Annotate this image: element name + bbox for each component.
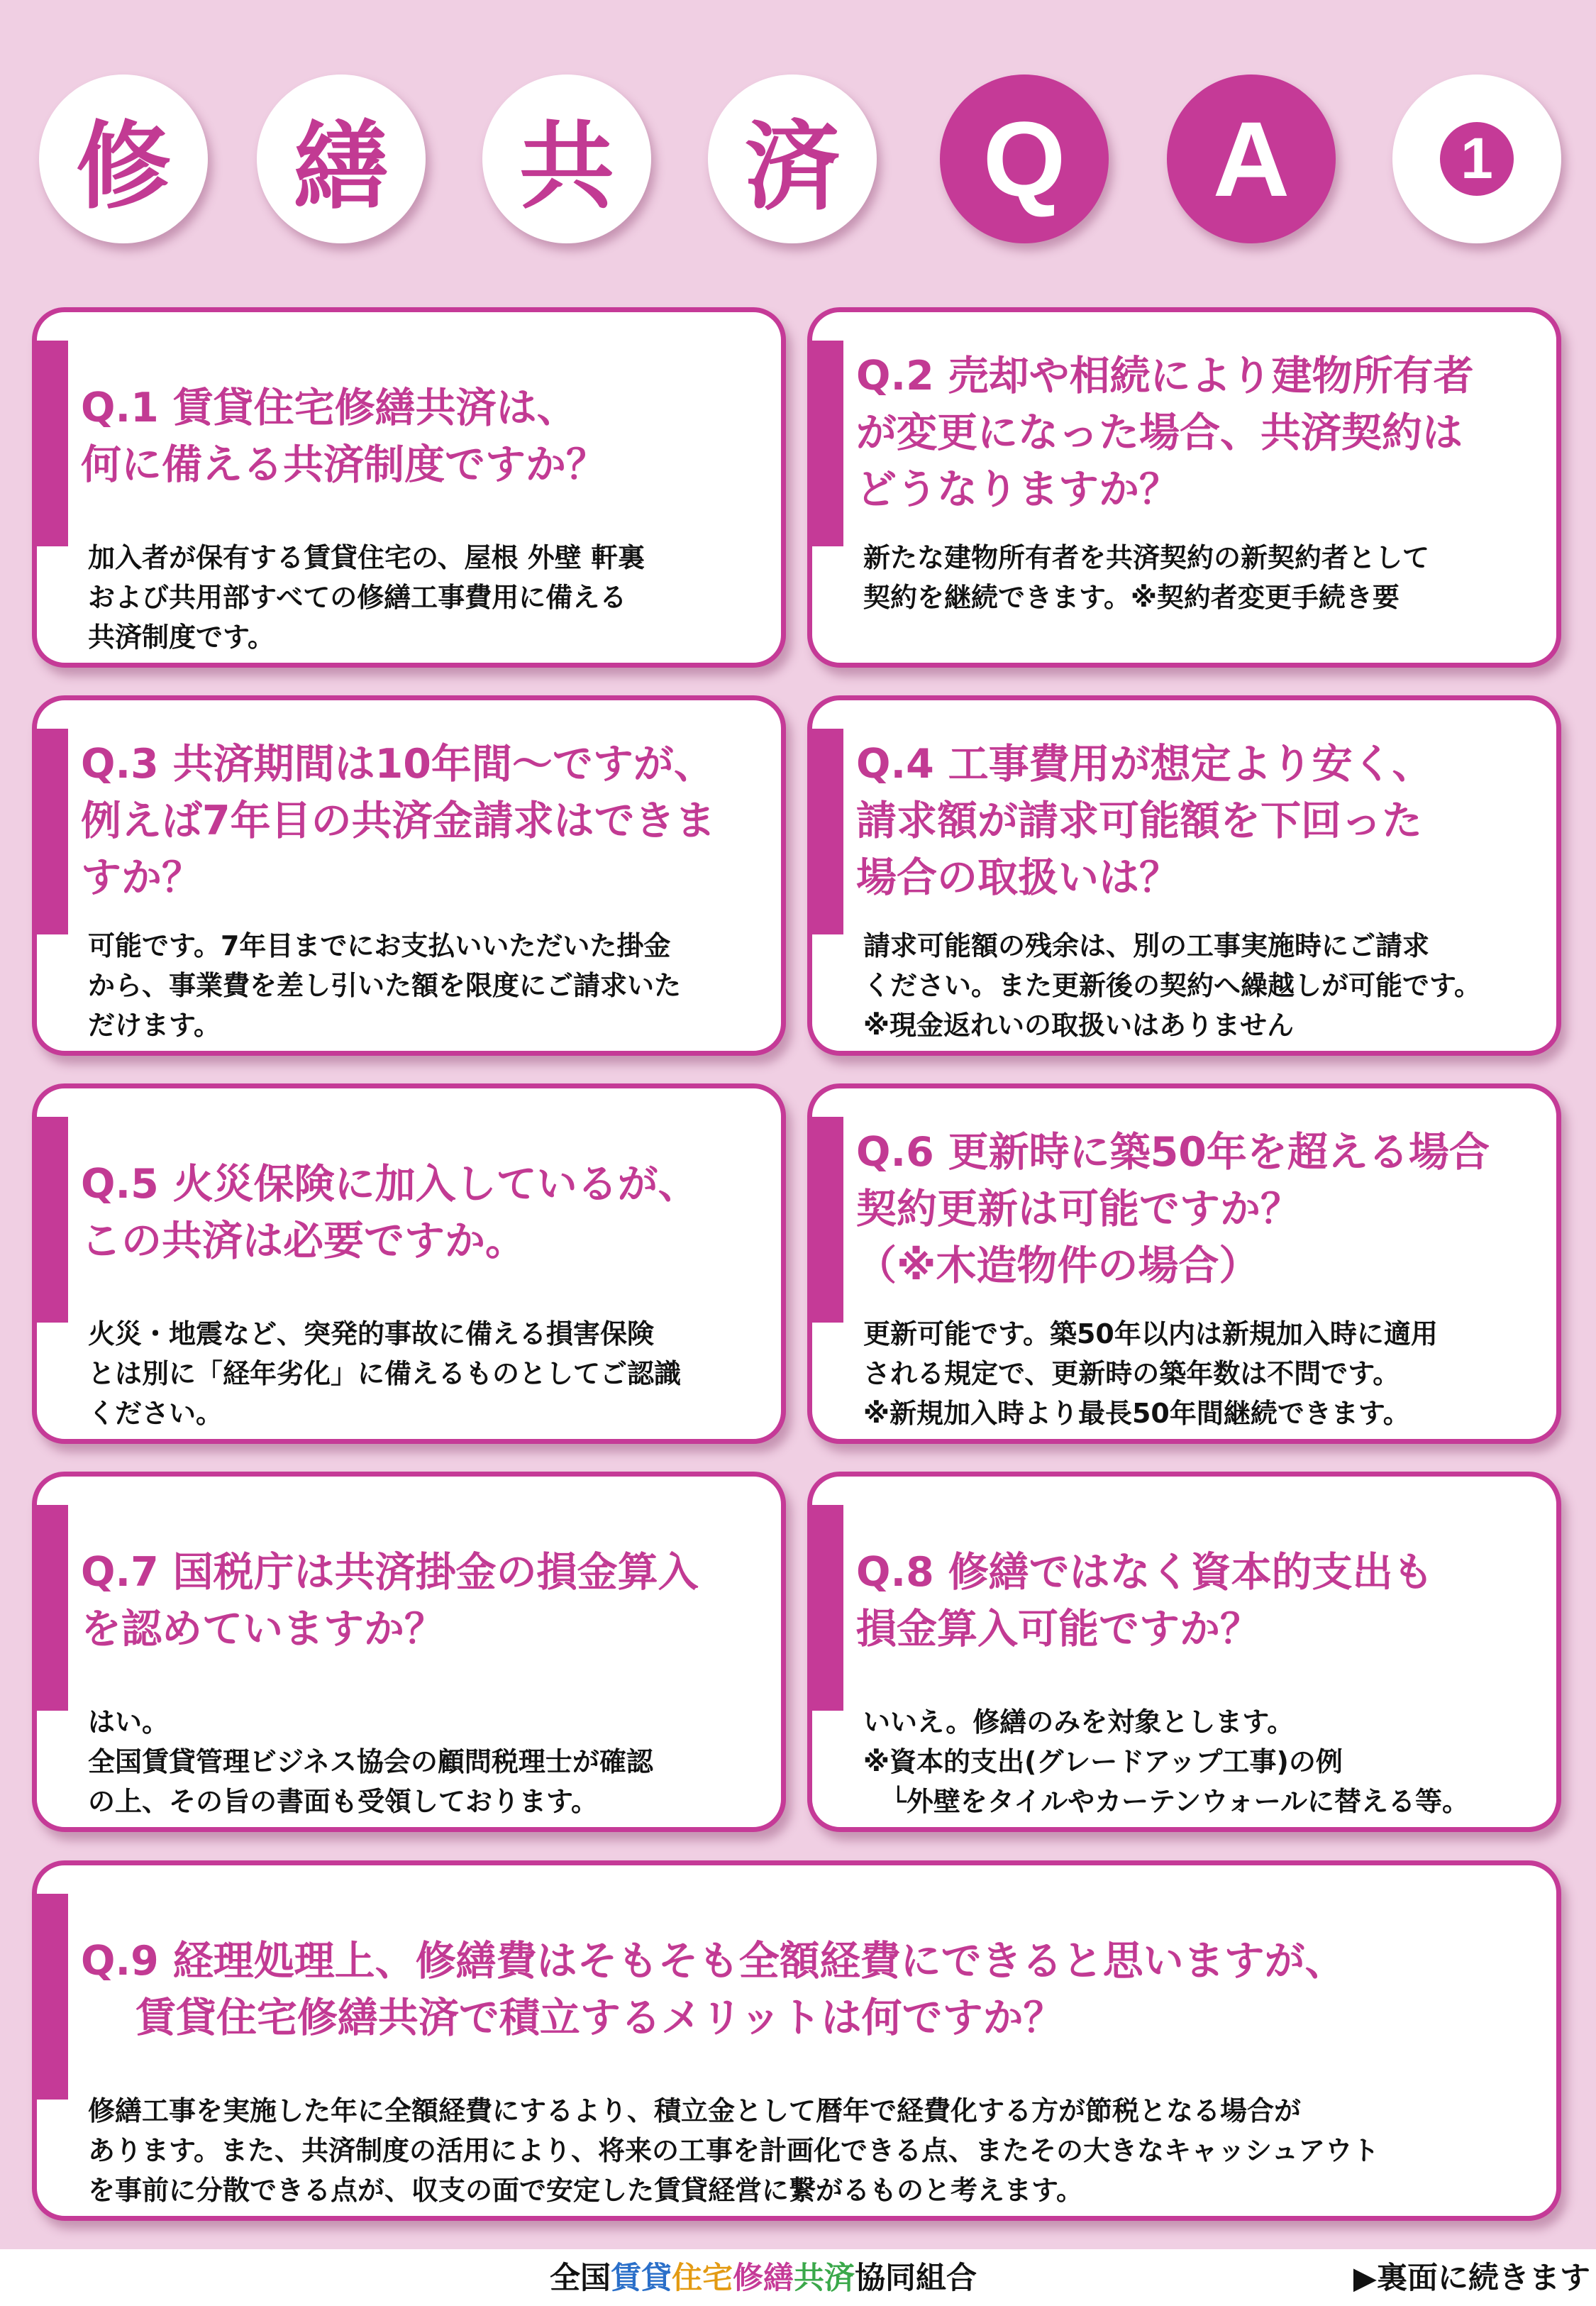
qa-card-2: [807, 307, 1561, 668]
accent-bar: [37, 341, 68, 546]
accent-bar: [37, 1505, 68, 1711]
title-char-shu: 修: [39, 75, 208, 243]
question-9: Q.9 経理処理上、修繕費はそもそも全額経費にできると思いますが、 賃貸住宅修繕共済で積立するメリットは何ですか？: [81, 1938, 1346, 2041]
accent-bar: [812, 729, 843, 934]
accent-bar: [812, 341, 843, 546]
accent-bar: [37, 729, 68, 934]
qa-card-1: [32, 307, 786, 668]
question-8: Q.8 修繕ではなく資本的支出も 損金算入可能ですか？: [856, 1549, 1434, 1653]
answer-5: 火災・地震など、突発的事故に備える損害保険 とは別に「経年劣化」に備えるものとしてご認識 ください。: [88, 1318, 682, 1429]
title-row: [0, 0, 1596, 298]
answer-3: 可能です。7年目までにお支払いいただいた掛金 から、事業費を差し引いた額を限度にご請求いた だけます。: [88, 930, 682, 1041]
qa-card-4: [807, 695, 1561, 1056]
qa-card-3: [32, 695, 786, 1056]
continue-on-back-link[interactable]: ▶裏面に続きます: [1353, 2261, 1590, 2296]
title-number: 1: [1440, 122, 1514, 196]
org-part-zenkoku: 全国: [550, 2261, 611, 2296]
qa-card-7: [32, 1472, 786, 1832]
question-2: Q.2 売却や相続により建物所有者 が変更になった場合、共済契約は どうなりますか？: [856, 353, 1474, 513]
title-number-badge: [1392, 75, 1561, 243]
org-part-tai: 貸: [641, 2261, 672, 2296]
org-part-chin: 賃: [611, 2261, 641, 2296]
organization-name: [550, 2258, 977, 2298]
question-6: Q.6 更新時に築50年を超える場合 契約更新は可能ですか？ （※木造物件の場合）: [856, 1129, 1490, 1289]
question-4: Q.4 工事費用が想定より安く、 請求額が請求可能額を下回った 場合の取扱いは？: [856, 741, 1433, 901]
title-char-sai: 済: [708, 75, 877, 243]
question-7: Q.7 国税庁は共済掛金の損金算入 を認めていますか？: [81, 1549, 699, 1653]
qa-card-9: [32, 1860, 1561, 2221]
org-part-sai: 済: [824, 2261, 855, 2296]
title-char-kyo: 共: [482, 75, 651, 243]
answer-8: いいえ。修繕のみを対象とします。 ※資本的支出(グレードアップ工事)の例 └外壁をタイルやカーテンウォールに替える等。: [863, 1706, 1469, 1817]
question-3: Q.3 共済期間は10年間～ですが、 例えば7年目の共済金請求はできま すか？: [81, 741, 716, 901]
qa-card-6: [807, 1083, 1561, 1444]
question-5: Q.5 火災保険に加入しているが、 この共済は必要ですか。: [81, 1161, 699, 1264]
org-part-taku: 宅: [702, 2261, 733, 2296]
answer-2: 新たな建物所有者を共済契約の新契約者として 契約を継続できます。※契約者変更手続き要: [863, 542, 1430, 613]
answer-1: 加入者が保有する賃貸住宅の、屋根 外壁 軒裏 および共用部すべての修繕工事費用に備える 共済制度です。: [88, 542, 645, 653]
answer-7: はい。 全国賃貸管理ビジネス協会の顧問税理士が確認 の上、その旨の書面も受領しております。: [88, 1706, 653, 1817]
accent-bar: [37, 1894, 68, 2100]
accent-bar: [812, 1505, 843, 1711]
accent-bar: [812, 1117, 843, 1323]
title-char-q: Q: [940, 75, 1109, 243]
org-part-zen: 繕: [763, 2261, 794, 2296]
accent-bar: [37, 1117, 68, 1323]
answer-6: 更新可能です。築50年以内は新規加入時に適用 される規定で、更新時の築年数は不問です。 ※新規加入時より最長50年間継続できます。: [863, 1318, 1438, 1429]
title-char-zen: 繕: [257, 75, 426, 243]
org-part-kyo: 共: [794, 2261, 824, 2296]
org-part-shu: 修: [733, 2261, 763, 2296]
qa-card-5: [32, 1083, 786, 1444]
org-part-kumiai: 協同組合: [855, 2261, 977, 2296]
title-char-a: A: [1167, 75, 1336, 243]
answer-9: 修繕工事を実施した年に全額経費にするより、積立金として暦年で経費化する方が節税となる場合が あります。また、共済制度の活用により、将来の工事を計画化できる点、またその大きなキャッシュアウト を事前に分散できる点が、収支の面で安定した賃貸経営に繋がるものと考えます。: [88, 2095, 1380, 2206]
org-part-ju: 住: [672, 2261, 702, 2296]
qa-card-8: [807, 1472, 1561, 1832]
question-1: Q.1 賃貸住宅修繕共済は、 何に備える共済制度ですか？: [81, 385, 606, 488]
answer-4: 請求可能額の残余は、別の工事実施時にご請求 ください。また更新後の契約へ繰越しが可能です。 ※現金返れいの取扱いはありません: [863, 930, 1481, 1041]
